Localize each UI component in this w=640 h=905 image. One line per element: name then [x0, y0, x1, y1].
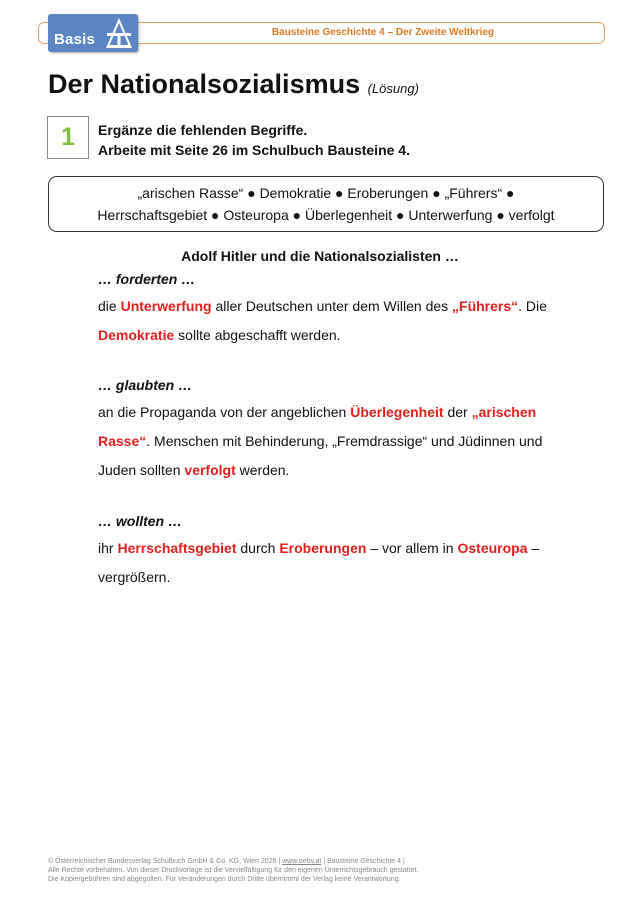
filled-term: Eroberungen: [279, 540, 367, 556]
footer-text: © Österreichischer Bundesverlag Schulbuch GmbH & Co. KG, Wien 2026 |: [48, 858, 283, 865]
task-number-box: 1: [47, 116, 89, 159]
text-segment: . Menschen mit Behinderung, „Fremdrassige“ und Jüdinnen und: [146, 433, 543, 449]
footer-line: Alle Rechte vorbehalten. Von dieser Druckvorlage ist die Vervielfältigung für den eigenen Unterrichtsgebrauch gestattet.: [48, 867, 419, 874]
filled-term: Unterwerfung: [120, 298, 212, 314]
text-segment: sollte abgeschafft werden.: [174, 327, 341, 343]
text-segment: der: [443, 404, 472, 420]
filled-term: Rasse“: [98, 433, 147, 449]
text-segment: durch: [236, 540, 280, 556]
text-segment: vergrößern.: [98, 569, 171, 585]
logo-label: Basis: [54, 31, 96, 48]
task-instruction-line: Arbeite mit Seite 26 im Schulbuch Bausteine 4.: [98, 142, 410, 158]
section-heading: … forderten …: [98, 271, 196, 287]
text-line: [98, 456, 598, 485]
text-segment: ihr: [98, 540, 118, 556]
cloze-text: [98, 266, 598, 592]
series-title: Bausteine Geschichte 4 – Der Zweite Weltkrieg: [271, 27, 494, 38]
filled-term: Osteuropa: [457, 540, 528, 556]
filled-term: „arischen: [471, 404, 537, 420]
section-subtitle: Adolf Hitler und die Nationalsozialisten …: [181, 248, 459, 264]
footer-line: [48, 857, 418, 866]
text-segment: . Die: [518, 298, 547, 314]
pyramid-icon: [104, 16, 134, 50]
text-line: [98, 534, 598, 563]
filled-term: verfolgt: [184, 462, 236, 478]
footer-line: Die Kopiergebühren sind abgegolten. Für Veränderungen durch Dritte übernimmt der Verlag keine Verantwortung.: [48, 876, 401, 883]
title-solution-label: (Lösung): [367, 81, 419, 96]
text-line: [98, 292, 598, 321]
basis-logo: [48, 14, 138, 52]
footer-text: | Bausteine Geschichte 4 |: [321, 858, 405, 865]
text-segment: – vor allem in: [366, 540, 458, 556]
page-title: [48, 69, 419, 100]
text-segment: an die Propaganda von der angeblichen: [98, 404, 351, 420]
text-line: [98, 563, 598, 592]
task-instruction-line: Ergänze die fehlenden Begriffe.: [98, 122, 308, 138]
text-segment: –: [527, 540, 540, 556]
publisher-link[interactable]: www.oebv.at: [282, 858, 322, 865]
text-segment: die: [98, 298, 121, 314]
title-main: Der Nationalsozialismus: [48, 69, 361, 99]
paragraph-gap: [98, 350, 598, 372]
filled-term: Demokratie: [98, 327, 175, 343]
text-segment: Juden sollten: [98, 462, 185, 478]
word-bank-line: Herrschaftsgebiet ● Osteuropa ● Überlegenheit ● Unterwerfung ● verfolgt: [97, 207, 555, 223]
filled-term: Herrschaftsgebiet: [117, 540, 237, 556]
section-heading: … wollten …: [98, 513, 182, 529]
text-line: [98, 321, 598, 350]
footer-copyright: [48, 857, 418, 884]
word-bank-line: „arischen Rasse“ ● Demokratie ● Eroberungen ● „Führers“ ●: [137, 185, 515, 201]
section-heading: … glaubten …: [98, 377, 193, 393]
text-line: [98, 398, 598, 427]
filled-term: Überlegenheit: [350, 404, 444, 420]
filled-term: „Führers“: [452, 298, 519, 314]
text-segment: werden.: [235, 462, 290, 478]
text-line: [98, 427, 598, 456]
paragraph-gap: [98, 485, 598, 508]
task-instructions: [98, 120, 410, 160]
text-segment: aller Deutschen unter dem Willen des: [211, 298, 453, 314]
word-bank: [48, 176, 604, 232]
